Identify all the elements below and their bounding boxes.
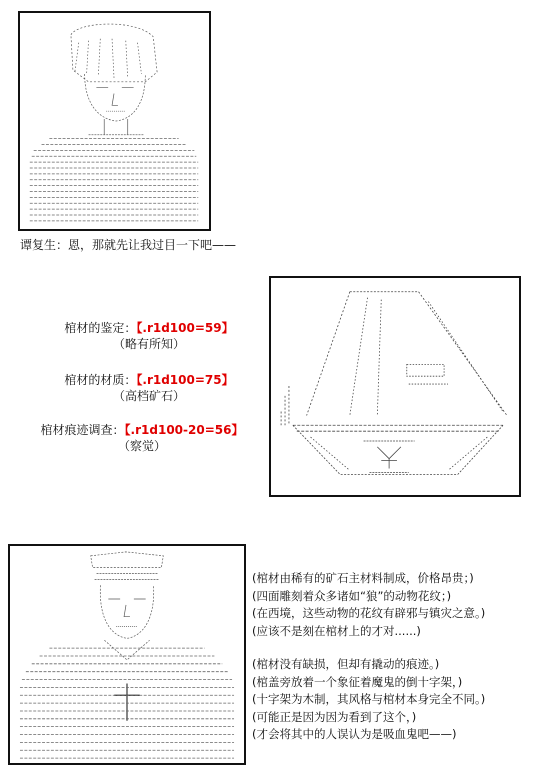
dice-roll: 【.r1d100=59】 xyxy=(136,321,234,335)
note-line: (四面雕刻着众多诸如“狼”的动物花纹；) xyxy=(252,588,452,603)
note-line: (棺材由稀有的矿石主材料制成，价格昂贵；) xyxy=(252,571,474,585)
ascii-portrait-young-man xyxy=(20,13,209,229)
notes-block-coffin-material xyxy=(252,570,485,640)
notes-block-coffin-traces xyxy=(252,656,485,744)
check-label: 棺材的鉴定： xyxy=(64,321,137,335)
note-line: (在西境，这些动物的花纹有辟邪与镇灾之意。) xyxy=(252,606,486,621)
check-result: （高档矿石） xyxy=(112,389,185,403)
check-result: （略有所知） xyxy=(112,337,185,351)
check-appraisal xyxy=(44,320,254,352)
check-material xyxy=(44,372,254,404)
dice-roll: 【.r1d100=75】 xyxy=(136,373,234,387)
note-line: (可能正是因为因为看到了这个，) xyxy=(252,709,417,724)
ascii-portrait-robed-man xyxy=(10,546,244,763)
ascii-coffin-art xyxy=(271,278,519,495)
speaker-dialogue: 谭复生：恩，那就先让我过目一下吧—— xyxy=(20,238,237,252)
note-line: (棺材没有缺损，但却有撬动的痕迹。) xyxy=(252,657,440,671)
note-line: (应该不是刻在棺材上的才对......) xyxy=(252,623,421,638)
coffin-panel xyxy=(269,276,521,497)
portrait-panel-top xyxy=(18,11,211,231)
portrait-panel-bottom xyxy=(8,544,246,765)
check-label: 棺材痕迹调查： xyxy=(40,423,125,437)
note-line: (棺盖旁放着一个象征着魔鬼的倒十字架，) xyxy=(252,674,463,689)
note-line: (才会将其中的人误认为是吸血鬼吧——) xyxy=(252,727,457,742)
check-label: 棺材的材质： xyxy=(64,373,137,387)
dice-roll: 【.r1d100-20=56】 xyxy=(124,423,244,437)
note-line: (十字架为木制，其风格与棺材本身完全不同。) xyxy=(252,692,486,707)
check-result: （察觉） xyxy=(117,439,166,453)
check-traces xyxy=(30,422,254,454)
